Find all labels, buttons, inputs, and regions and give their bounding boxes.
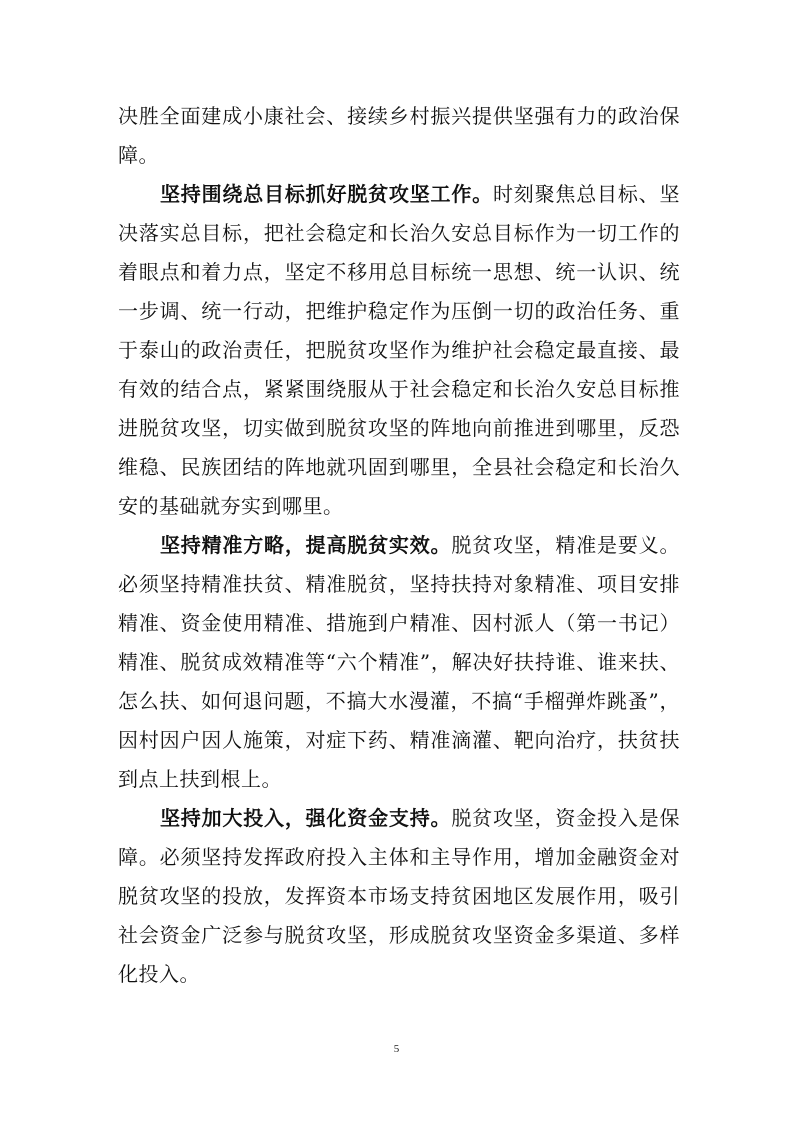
paragraph-text: 脱贫攻坚，精准是要义。必须坚持精准扶贫、精准脱贫，坚持扶持对象精准、项目安排精准、资金使用精准、措施到户精准、因村派人（第一书记）精准、脱贫成效精准等“六个精准”，解决好扶持谁、谁来扶、怎么扶、如何退问题，不搞大水漫灌，不搞“手榴弹炸跳蚤”，因村因户因人施策，对症下药、精准滴灌、靶向治疗，扶贫扶到点上扶到根上。 <box>118 533 680 791</box>
paragraph-continuation <box>118 97 680 175</box>
paragraph-text: 时刻聚焦总目标、坚决落实总目标，把社会稳定和长治久安总目标作为一切工作的着眼点和着力点，坚定不移用总目标统一思想、统一认识、统一步调、统一行动，把维护稳定作为压倒一切的政治任务、重于泰山的政治责任，把脱贫攻坚作为维护社会稳定最直接、最有效的结合点，紧紧围绕服从于社会稳定和长治久安总目标推进脱贫攻坚，切实做到脱贫攻坚的阵地向前推进到哪里，反恐维稳、民族团结的阵地就巩固到哪里，全县社会稳定和长治久安的基础就夯实到哪里。 <box>118 182 680 518</box>
paragraph-heading: 坚持加大投入，强化资金支持。 <box>160 806 452 830</box>
paragraph-heading: 坚持围绕总目标抓好脱贫攻坚工作。 <box>160 182 493 206</box>
paragraph-text: 脱贫攻坚，资金投入是保障。必须坚持发挥政府投入主体和主导作用，增加金融资金对脱贫攻坚的投放，发挥资本市场支持贫困地区发展作用，吸引社会资金广泛参与脱贫攻坚，形成脱贫攻坚资金多渠道、多样化投入。 <box>118 806 680 986</box>
paragraph-heading: 坚持精准方略，提高脱贫实效。 <box>160 533 452 557</box>
page-number: 5 <box>393 1043 400 1055</box>
paragraph-precision-strategy <box>118 526 680 799</box>
document-body <box>118 97 680 994</box>
paragraph-text: 决胜全面建成小康社会、接续乡村振兴提供坚强有力的政治保障。 <box>118 104 680 167</box>
paragraph-funding-support <box>118 799 680 994</box>
paragraph-total-goal <box>118 175 680 526</box>
